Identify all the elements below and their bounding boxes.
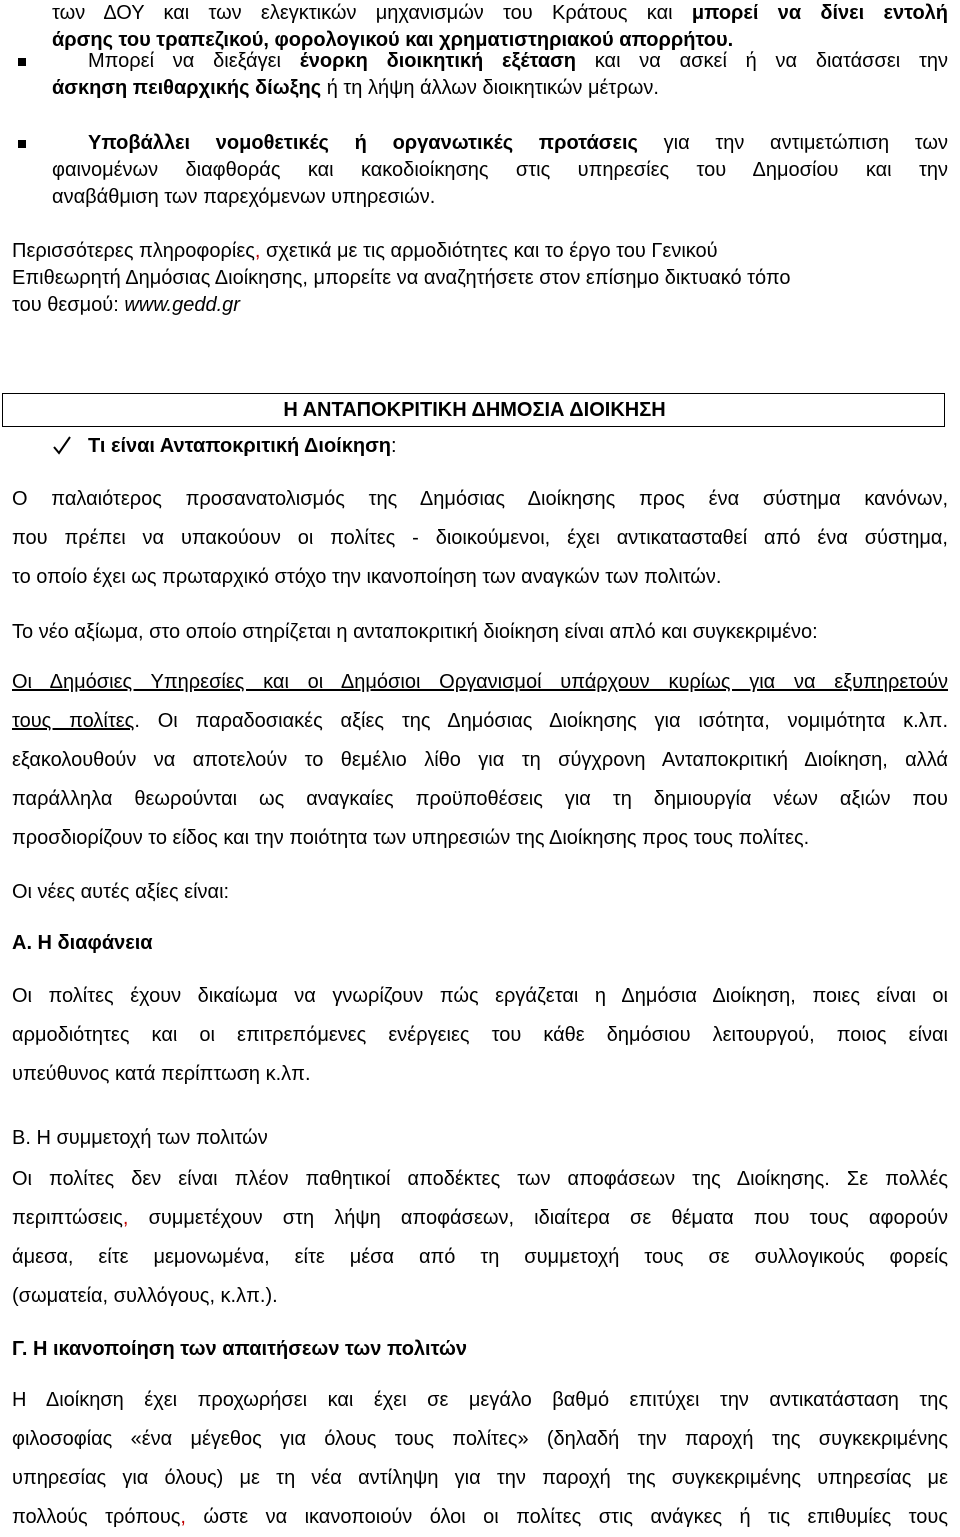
top-line-2-bold: άρσης του τραπεζικού, φορολογικού και χρηματιστηριακού απορρήτου. xyxy=(52,29,734,51)
more-info-text-a: Περισσότερες πληροφορίες xyxy=(12,240,255,262)
para-3-line-1 xyxy=(12,663,948,702)
paragraph-4 xyxy=(12,873,948,912)
section-c-heading-text: Γ. Η ικανοποίηση των απαιτήσεων των πολιτών xyxy=(12,1338,467,1360)
square-bullet-icon xyxy=(18,140,26,148)
top-line-1-text: των ΔΟΥ και των ελεγκτικών μηχανισμών του Κράτους και xyxy=(52,2,692,24)
bullet-2-bold: Υποβάλλει νομοθετικές ή οργανωτικές προτάσεις xyxy=(88,132,638,154)
more-info-line-3 xyxy=(12,292,948,319)
section-b xyxy=(12,1125,948,1152)
section-a-body xyxy=(12,977,948,1094)
section-b-line-3: άμεσα, είτε μεμονωμένα, είτε μέσα από τη συμμετοχή τους σε συλλογικούς φορείς xyxy=(12,1246,948,1268)
section-b-red-comma: , xyxy=(122,1207,129,1229)
section-title-box xyxy=(2,393,945,427)
para-3-line-5: προσδιορίζουν το είδος και την ποιότητα των υπηρεσιών της Διοίκησης προς τους πολίτες. xyxy=(12,827,810,849)
section-c-red-comma: , xyxy=(180,1506,186,1528)
bullet-item-2 xyxy=(12,130,948,211)
para-3-underline-1: Οι Δημόσιες Υπηρεσίες και οι Δημόσιοι Οργανισμοί υπάρχουν κυρίως για να εξυπηρετούν xyxy=(12,671,948,693)
section-a-line-1: Οι πολίτες έχουν δικαίωμα να γνωρίζουν πώς εργάζεται η Δημόσια Διοίκηση, ποιες είναι οι xyxy=(12,985,948,1007)
checkmark-icon xyxy=(52,433,72,459)
para-3-underline-2: τους πολίτες xyxy=(12,710,135,732)
top-paragraph xyxy=(12,0,948,54)
bullet-1-text-a: Μπορεί να διεξάγει xyxy=(88,50,300,72)
para-2-line: Το νέο αξίωμα, στο οποίο στηρίζεται η ανταποκριτική διοίκηση είναι απλό και συγκεκριμένο: xyxy=(12,621,818,643)
paragraph-3 xyxy=(12,663,948,858)
section-c-line-2: φιλοσοφίας «ένα μέγεθος για όλους τους πολίτες» (δηλαδή την παροχή της συγκεκριμένης xyxy=(12,1428,948,1450)
section-a xyxy=(12,924,948,963)
bullet-1-text-e: ή τη λήψη άλλων διοικητικών μέτρων. xyxy=(321,77,659,99)
square-bullet-icon xyxy=(18,58,26,66)
section-b-heading: Β. Η συμμετοχή των πολιτών xyxy=(12,1127,268,1149)
section-a-line-3: υπεύθυνος κατά περίπτωση κ.λπ. xyxy=(12,1063,311,1085)
section-title: Η ΑΝΤΑΠΟΚΡΙΤΙΚΗ ΔΗΜΟΣΙΑ ΔΙΟΙΚΗΣΗ xyxy=(283,399,666,421)
para-1-line-2: που πρέπει να υπακούουν οι πολίτες - διοικούμενοι, έχει αντικατασταθεί από ένα σύστημα, xyxy=(12,527,948,549)
section-b-text-b: συμμετέχουν στη λήψη αποφάσεων, ιδιαίτερα σε θέματα που τους αφορούν xyxy=(128,1207,948,1229)
more-info-paragraph xyxy=(12,238,948,319)
section-b-line-4: (σωματεία, συλλόγους, κ.λπ.). xyxy=(12,1285,278,1307)
section-a-heading xyxy=(12,924,948,963)
para-3-line-2 xyxy=(12,702,948,741)
more-info-text-prefix: του θεσμού: xyxy=(12,294,125,316)
bullet-1-line-2 xyxy=(12,75,948,102)
bullet-1-bold-d: άσκηση πειθαρχικής δίωξης xyxy=(52,77,322,99)
section-c-line-1: Η Διοίκηση έχει προχωρήσει και έχει σε μεγάλο βαθμό επιτύχει την αντικατάσταση της xyxy=(12,1389,948,1411)
bullet-2-text-b: για την αντιμετώπιση των xyxy=(637,132,948,154)
section-c-line-4 xyxy=(12,1498,948,1537)
para-1-line-1: Ο παλαιότερος προσανατολισμός της Δημόσιας Διοίκησης προς ένα σύστημα κανόνων, xyxy=(12,488,948,510)
section-b-line-2 xyxy=(12,1199,948,1238)
section-c xyxy=(12,1330,948,1369)
para-3-line-4: παράλληλα θεωρούνται ως αναγκαίες προϋποθέσεις για τη δημιουργία νέων αξιών που xyxy=(12,788,948,810)
section-b-line-1: Οι πολίτες δεν είναι πλέον παθητικοί αποδέκτες των αποφάσεων της Διοίκησης. Σε πολλές xyxy=(12,1168,948,1190)
section-c-text-b: ώστε να ικανοποιούν όλοι οι πολίτες στις ανάγκες ή τις επιθυμίες τους xyxy=(185,1506,948,1528)
para-3-line-3: εξακολουθούν να αποτελούν το θεμέλιο λίθο για τη σύγχρονη Ανταποκριτική Διοίκηση, αλλά xyxy=(12,749,948,771)
paragraph-2 xyxy=(12,613,948,652)
bullet-item-1 xyxy=(12,48,948,102)
section-a-heading-text: Α. Η διαφάνεια xyxy=(12,932,153,954)
section-b-text-a: περιπτώσεις xyxy=(12,1207,123,1229)
bullet-2-line-2: φαινομένων διαφθοράς και κακοδιοίκησης στις υπηρεσίες του Δημοσίου και την xyxy=(52,159,948,181)
more-info-line-2: Επιθεωρητή Δημόσιας Διοίκησης, μπορείτε να αναζητήσετε στον επίσημο δικτυακό τόπο xyxy=(12,267,791,289)
section-c-heading xyxy=(12,1330,948,1369)
top-line-1-bold: μπορεί να δίνει εντολή xyxy=(691,2,948,24)
section-c-body xyxy=(12,1381,948,1537)
bullet-1-line-1 xyxy=(12,48,948,75)
para-1-line-3: το οποίο έχει ως πρωταρχικό στόχο την ικανοποίηση των αναγκών των πολιτών. xyxy=(12,566,722,588)
section-c-text-a: πολλούς τρόπους xyxy=(12,1506,181,1528)
question-colon: : xyxy=(391,435,397,457)
para-4-line: Οι νέες αυτές αξίες είναι: xyxy=(12,881,230,903)
section-question xyxy=(88,433,948,460)
more-info-text-b: σχετικά με τις αρμοδιότητες και το έργο του Γενικού xyxy=(260,240,718,262)
bullet-2-line-3: αναβάθμιση των παρεχόμενων υπηρεσιών. xyxy=(52,186,436,208)
section-a-line-2: αρμοδιότητες και οι επιτρεπόμενες ενέργειες του κάθε δημόσιου λειτουργού, ποιος είναι xyxy=(12,1024,948,1046)
bullet-1-text-c: και να ασκεί ή να διατάσσει την xyxy=(576,50,948,72)
website-link[interactable]: www.gedd.gr xyxy=(124,294,240,316)
more-info-red-comma: , xyxy=(254,240,261,262)
bullet-1-bold-a: ένορκη διοικητική εξέταση xyxy=(299,50,577,72)
question-line xyxy=(88,433,948,460)
more-info-line-1 xyxy=(12,238,948,265)
paragraph-1 xyxy=(12,480,948,597)
bullet-2-line-1 xyxy=(12,130,948,157)
top-line-1 xyxy=(12,0,948,27)
section-c-line-3: υπηρεσίας για όλους) με τη νέα αντίληψη για την παροχή της συγκεκριμένης υπηρεσίας με xyxy=(12,1467,948,1489)
section-b-body xyxy=(12,1160,948,1316)
question-bold: Τι είναι Ανταποκριτική Διοίκηση xyxy=(88,435,391,457)
para-3-line-2-rest: . Οι παραδοσιακές αξίες της Δημόσιας Διοίκησης για ισότητα, νομιμότητα κ.λπ. xyxy=(134,710,948,732)
